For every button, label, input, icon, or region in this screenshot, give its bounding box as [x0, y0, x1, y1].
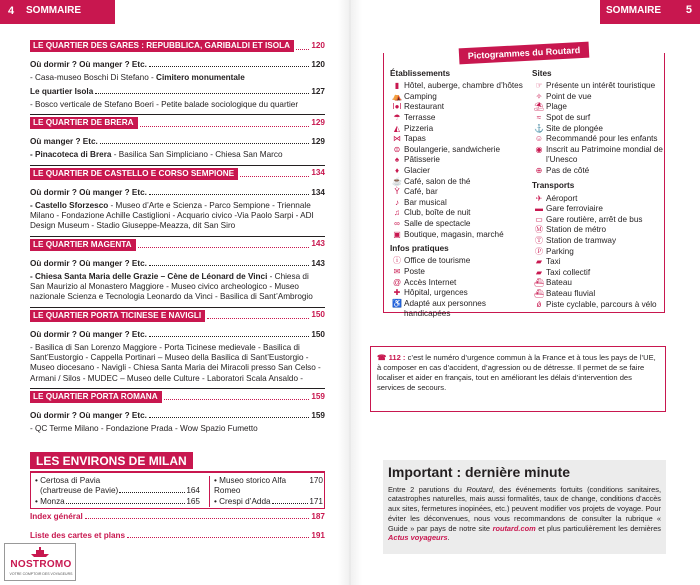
- dot-leader: [296, 43, 309, 50]
- pictogram-label: Pâtisserie: [404, 155, 440, 165]
- actus-link[interactable]: Actus voyageurs: [388, 533, 448, 543]
- pictogram-label: Pizzeria: [404, 123, 434, 133]
- dot-leader: [149, 412, 309, 418]
- pictogram-label: Salle de spectacle: [404, 218, 471, 228]
- pictogram-item: [532, 134, 664, 145]
- toc-section-band[interactable]: [30, 117, 325, 129]
- emergency-text: c’est le numéro d’urgence commun à la France et à tous les pays de l’UE, à composer en cas d’accident, d’agression ou de détresse. Il permet de se faire localiser et aider en français, tout en améliorant les délais d’intervention des services de secours.: [377, 353, 656, 392]
- offbeat-icon: ⊕: [535, 165, 543, 175]
- accessibility-icon: ♿: [392, 298, 402, 308]
- pictogram-item: [532, 289, 664, 300]
- pictogram-item: [390, 267, 532, 278]
- bakery-icon: ⊜: [393, 144, 401, 154]
- pictogram-label: Parking: [546, 246, 574, 256]
- pictogram-item: [390, 102, 532, 113]
- dot-leader: [164, 393, 310, 400]
- environs-box: [30, 471, 325, 509]
- pictogram-label: Restaurant: [404, 102, 445, 112]
- logo-name: NOSTROMO: [10, 559, 72, 570]
- pictogram-label: Adapté aux personnes handicapées: [404, 298, 486, 319]
- pictogram-item: [532, 204, 664, 215]
- pictogram-item: [532, 300, 664, 311]
- left-page-header: [0, 0, 115, 24]
- index-row[interactable]: [30, 512, 325, 522]
- pictogram-label: Site de plongée: [546, 123, 603, 133]
- section-page: 120: [311, 40, 325, 50]
- section-page: 134: [311, 168, 325, 178]
- pictogram-item: [390, 155, 532, 166]
- toc-row[interactable]: [30, 411, 325, 421]
- pictogram-label: Bateau fluvial: [546, 289, 596, 298]
- bar-icon: Ỳ: [394, 187, 400, 197]
- toc-subentries: - Casa-museo Boschi Di Stefano - Cimitero monumentale: [30, 73, 245, 83]
- toc-page: 159: [311, 410, 325, 420]
- infos-heading: Infos pratiques: [390, 244, 449, 254]
- pictogram-label: Bateau: [546, 278, 572, 288]
- pictogram-item: [390, 208, 532, 219]
- toc-section-band[interactable]: [30, 168, 325, 180]
- parking-icon: Ⓟ: [535, 246, 543, 256]
- pictograms-box: [383, 53, 665, 319]
- pastry-icon: ♠: [394, 155, 400, 165]
- post-icon: ✉: [393, 267, 401, 276]
- toc-section-band[interactable]: [30, 239, 325, 251]
- shop-icon: ▣: [393, 229, 401, 239]
- pictogram-item: [532, 81, 664, 92]
- pictogram-item: [390, 219, 532, 230]
- toc-entry: Où dormir ? Où manger ? Etc.: [30, 329, 147, 339]
- emergency-box: [370, 346, 666, 412]
- pictogram-item: [390, 81, 532, 92]
- dot-leader: [149, 331, 309, 337]
- pictogram-label: Café, salon de thé: [404, 176, 471, 186]
- section-title: LE QUARTIER DE CASTELLO E CORSO SEMPIONE: [30, 168, 238, 180]
- pictogram-label: Recommandé pour les enfants: [546, 134, 658, 144]
- left-header-label: SOMMAIRE: [26, 5, 81, 16]
- index-entry: Index général: [30, 512, 83, 521]
- camping-icon: ⛺: [392, 91, 402, 101]
- show-icon: ∞: [394, 218, 400, 228]
- toc-row[interactable]: [30, 188, 325, 198]
- pictogram-label: Point de vue: [546, 91, 592, 101]
- pictogram-label: Tapas: [404, 134, 426, 144]
- toc-entry: Où manger ? Etc.: [30, 137, 98, 146]
- section-page: 159: [311, 391, 325, 401]
- boat-icon: ⛴: [533, 278, 545, 288]
- page-gutter: [338, 0, 362, 585]
- pictogram-item: [532, 278, 664, 289]
- viewpoint-icon: ✧: [535, 91, 543, 101]
- tapas-icon: ⋈: [393, 134, 401, 144]
- river-boat-icon: ⛴: [533, 289, 545, 298]
- dot-leader: [149, 260, 309, 266]
- section-title: LE QUARTIER DE BRERA: [30, 117, 138, 129]
- section-title: LE QUARTIER MAGENTA: [30, 239, 136, 251]
- toc-subentries: - Chiesa Santa Maria delle Grazie – Cène de Léonard de Vinci - Chiesa di San Maurizio al Monastero Maggiore - Museo civico archeologico - Museo nazionale Scienza e Tecnologia Leonardo da Vinci - Basilica di Sant’Ambrogio: [30, 271, 313, 302]
- pictograms-title: Pictogrammes du Routard: [459, 42, 590, 65]
- pictogram-label: Taxi collectif: [546, 267, 591, 277]
- pictogram-label: Glacier: [404, 166, 430, 175]
- pictogram-item: [390, 187, 532, 198]
- pictogram-label: Café, bar: [404, 187, 438, 197]
- sites-heading: Sites: [532, 69, 552, 78]
- pictogram-label: Hôtel, auberge, chambre d’hôtes: [404, 81, 523, 91]
- dot-leader: [207, 312, 309, 319]
- pictogram-item: [390, 278, 532, 289]
- index-entry: Liste des cartes et plans: [30, 531, 126, 541]
- toc-section-band[interactable]: [30, 310, 325, 322]
- pictogram-label: Club, boîte de nuit: [404, 208, 471, 218]
- pictogram-item: [532, 102, 664, 113]
- pictogram-label: Pas de côté: [546, 165, 590, 175]
- environs-title: LES ENVIRONS DE MILAN: [30, 452, 193, 469]
- section-page: 129: [311, 117, 325, 127]
- pictogram-item: [390, 299, 532, 320]
- bed-icon: ▮: [394, 81, 400, 91]
- pictogram-item: [532, 124, 664, 135]
- toc-page: 129: [311, 137, 325, 146]
- important-box: [383, 460, 666, 554]
- pictogram-label: Boutique, magasin, marché: [404, 229, 504, 239]
- dot-leader: [240, 170, 309, 177]
- section-title: LE QUARTIER PORTA TICINESE E NAVIGLI: [30, 310, 205, 322]
- right-header-label: SOMMAIRE: [606, 5, 661, 16]
- pictogram-item: [532, 215, 664, 226]
- routard-link[interactable]: routard.com: [492, 523, 536, 533]
- pictograms-left-column: [390, 69, 532, 320]
- toc-row[interactable]: [30, 330, 325, 340]
- pictogram-label: Piste cyclable, parcours à vélo: [546, 299, 657, 309]
- bus-icon: ▭: [535, 214, 543, 224]
- section-title: LE QUARTIER DES GARES : REPUBBLICA, GARIBALDI ET ISOLA: [30, 40, 294, 52]
- pictograms-right-column: [532, 69, 664, 310]
- environs-item[interactable]: (chartreuse de Pavie) 164: [40, 486, 200, 496]
- dot-leader: [138, 241, 310, 248]
- club-icon: ♫: [394, 208, 400, 218]
- train-icon: ▬: [535, 204, 543, 214]
- emergency-number: ☎ 112 :: [377, 353, 406, 362]
- toc-row[interactable]: [30, 60, 325, 70]
- ship-icon: [29, 546, 51, 558]
- pictogram-item: [532, 92, 664, 103]
- dot-leader: [140, 120, 310, 127]
- environs-section: [30, 452, 325, 509]
- pictogram-item: [532, 145, 664, 166]
- pictogram-label: Station de métro: [546, 225, 607, 235]
- important-text: Entre 2 parutions du Routard, des événements fortuits (conditions sanitaires, catastrophes naturelles, mais aussi formalités, taux de change, conditions d’accès aux sites, fermetures inopinées, etc.) peuvent modifier vos projets de voyage. Pour éviter les déconvenues, nous vous recommandons de consulter la rubrique « Guide » par pays de notre site routard.com et plus particulièrement les dernières Actus voyageurs.: [388, 484, 662, 543]
- pictogram-item: [390, 124, 532, 135]
- restaurant-icon: ǀ●ǀ: [392, 102, 402, 112]
- toc-entry: Où dormir ? Où manger ? Etc.: [30, 258, 147, 268]
- right-page-number: 5: [685, 4, 692, 16]
- toc-page: 134: [311, 187, 325, 197]
- left-page-number: 4: [8, 5, 15, 17]
- environs-item[interactable]: • Monza 165: [35, 496, 200, 506]
- pictogram-label: Bar musical: [404, 197, 447, 207]
- logo-tagline: VOTRE COMPTOIR DES VOYAGEURS: [9, 572, 73, 576]
- toc-page: 120: [311, 60, 325, 69]
- toc-entry: Où dormir ? Où manger ? Etc.: [30, 60, 147, 69]
- pictogram-item: [390, 256, 532, 267]
- kids-icon: ☺: [534, 134, 544, 144]
- pizza-icon: ◭: [393, 123, 401, 133]
- section-page: 150: [311, 310, 325, 320]
- environs-column: [35, 476, 200, 507]
- dot-leader: [95, 88, 309, 94]
- icecream-icon: ♦: [394, 166, 400, 175]
- coffee-icon: ☕: [392, 176, 402, 186]
- music-icon: ♪: [395, 197, 399, 207]
- tourism-office-icon: ⓘ: [393, 256, 401, 266]
- pictogram-label: Boulangerie, sandwicherie: [404, 144, 501, 154]
- tram-icon: Ⓣ: [535, 236, 543, 246]
- toc-page: 150: [311, 329, 325, 339]
- etablissements-heading: Établissements: [390, 69, 451, 78]
- toc-section-band[interactable]: [30, 40, 325, 52]
- toc-row[interactable]: [30, 259, 325, 269]
- environs-item[interactable]: • Certosa di Pavia: [35, 476, 101, 485]
- toc-entry: Où dormir ? Où manger ? Etc.: [30, 410, 147, 420]
- pictogram-item: [532, 194, 664, 205]
- pictogram-label: Office de tourisme: [404, 256, 471, 266]
- pictogram-label: Gare routière, arrêt de bus: [546, 214, 643, 224]
- pictogram-item: [532, 236, 664, 247]
- toc-subentries: - Bosco verticale de Stefano Boeri - Petite balade sociologique du quartier: [30, 99, 299, 109]
- section-page: 143: [311, 239, 325, 249]
- shared-taxi-icon: ▰: [535, 267, 543, 277]
- terrace-icon: ☂: [393, 113, 401, 123]
- toc-entry: Le quartier Isola: [30, 86, 94, 96]
- pictogram-label: Présente un intérêt touristique: [546, 81, 656, 91]
- beach-icon: ⛱: [533, 102, 545, 112]
- pictogram-item: [390, 145, 532, 156]
- pictogram-item: [532, 113, 664, 124]
- pictogram-item: [390, 113, 532, 124]
- pictogram-item: [532, 268, 664, 279]
- index-page: 187: [311, 512, 325, 521]
- toc-page: 143: [311, 258, 325, 268]
- pictogram-label: Taxi: [546, 257, 561, 267]
- index-links: [30, 509, 325, 542]
- taxi-icon: ▰: [535, 257, 543, 267]
- dot-leader: [149, 61, 309, 67]
- airport-icon: ✈: [535, 193, 543, 203]
- dot-leader: [127, 532, 309, 538]
- dot-leader: [85, 513, 310, 519]
- toc-subentries: - QC Terme Milano - Fondazione Prada - Wow Spazio Fumetto: [30, 424, 258, 433]
- pictogram-item: [390, 92, 532, 103]
- unesco-icon: ◉: [535, 144, 543, 154]
- pictogram-item: [390, 198, 532, 209]
- pictogram-item: [390, 288, 532, 299]
- important-title: Important : dernière minute: [388, 464, 571, 480]
- pictogram-label: Camping: [404, 91, 437, 101]
- surf-icon: ≈: [536, 113, 542, 123]
- pictogram-item: [532, 166, 664, 177]
- interest-icon: ☞: [535, 81, 543, 91]
- pictogram-label: Poste: [404, 267, 425, 276]
- pictogram-item: [390, 134, 532, 145]
- diving-icon: ⚓: [534, 123, 544, 133]
- environs-item[interactable]: • Museo storico Alfa Romeo 170: [214, 476, 323, 496]
- toc-section-band[interactable]: [30, 391, 325, 403]
- pictogram-item: [532, 257, 664, 268]
- right-page-header: [600, 0, 700, 24]
- pictogram-item: [532, 247, 664, 258]
- section-title: LE QUARTIER PORTA ROMANA: [30, 391, 162, 403]
- internet-icon: @: [392, 277, 402, 287]
- dot-leader: [149, 189, 309, 195]
- environs-column: [209, 476, 323, 507]
- toc-page: 127: [311, 86, 325, 96]
- pictogram-label: Aéroport: [546, 193, 578, 203]
- pictogram-label: Hôpital, urgences: [404, 288, 468, 298]
- index-row[interactable]: [30, 531, 325, 541]
- pictogram-label: Gare ferroviaire: [546, 204, 603, 214]
- index-page: 191: [311, 531, 325, 541]
- bike-icon: ǿ: [536, 299, 542, 309]
- pictogram-item: [390, 230, 532, 241]
- transports-heading: Transports: [532, 181, 575, 191]
- toc-entry: Où dormir ? Où manger ? Etc.: [30, 187, 147, 197]
- pictogram-label: Accès Internet: [404, 277, 457, 287]
- pictogram-item: [390, 177, 532, 188]
- pictogram-label: Spot de surf: [546, 113, 591, 123]
- pictogram-label: Plage: [546, 102, 567, 112]
- toc-row[interactable]: [30, 137, 325, 147]
- pictogram-label: Terrasse: [404, 113, 436, 123]
- toc-subentries: - Castello Sforzesco - Museo d’Arte e Scienza - Parco Sempione - Triennale Milano - Fondazione Achille Castiglioni - Acquario civico -Via Paolo Sarpi - ADI Design Museum - Stadio Giuseppe-Meazza, dit San Siro: [30, 200, 314, 231]
- dot-leader: [100, 138, 310, 144]
- pictogram-item: [390, 166, 532, 177]
- hospital-icon: ✚: [393, 288, 401, 298]
- pictogram-item: [532, 225, 664, 236]
- nostromo-logo: [4, 543, 76, 581]
- table-of-contents: [30, 40, 325, 434]
- pictogram-label: Station de tramway: [546, 236, 617, 246]
- toc-row[interactable]: [30, 87, 325, 97]
- metro-icon: Ⓜ: [535, 225, 543, 235]
- pictogram-label: Inscrit au Patrimoine mondial de l’Unesco: [546, 144, 663, 165]
- toc-subentries: - Basilica di San Lorenzo Maggiore - Porta Ticinese medievale - Basilica di Sant’Eustorgio - Cappella Portinari – Museo della Basilica di Sant’Eustorgio - Museo diocesano - Navigli - Chiesa Santa Maria dei Miracoli presso San Celso - Armani / Silos - MUDEC – Museo delle Culture - Laboratori Scala Ansaldo -: [30, 342, 321, 383]
- environs-item[interactable]: • Crespi d’Adda 171: [214, 496, 323, 506]
- toc-subentries: - Pinacoteca di Brera - Basilica San Simpliciano - Chiesa San Marco: [30, 150, 283, 160]
